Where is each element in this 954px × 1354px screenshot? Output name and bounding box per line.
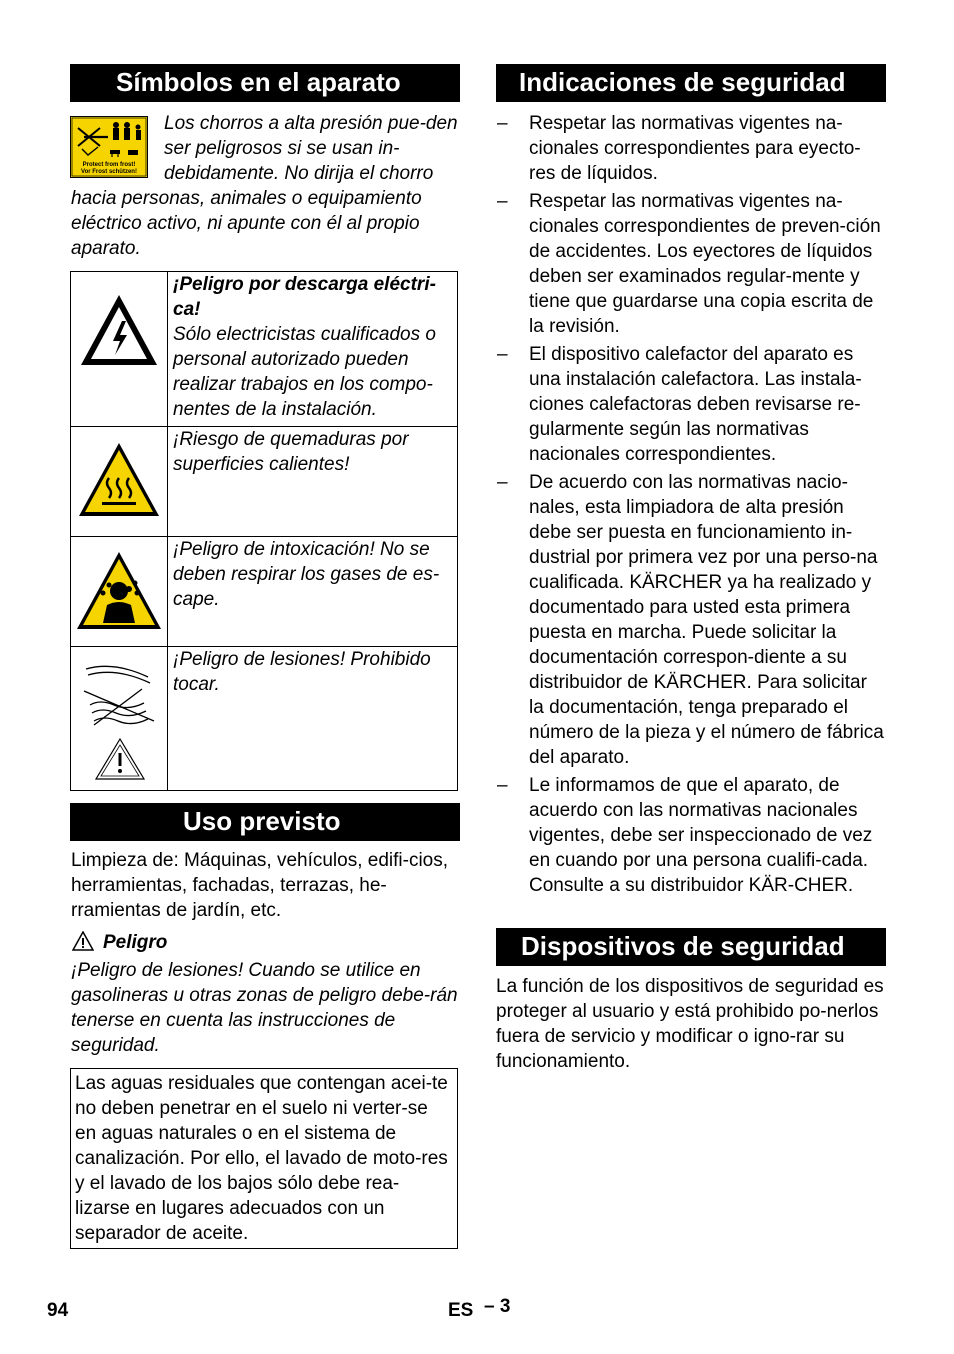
hazard-row xyxy=(71,537,458,647)
hazard-text-hot: ¡Riesgo de quemaduras por superficies calientes! xyxy=(173,429,409,475)
hazard-row xyxy=(71,272,458,427)
safety-list xyxy=(496,111,886,901)
devices-text: La función de los dispositivos de seguridad es proteger al usuario y está prohibido po-nerlos fuera de servicio y modificar o igno-rar su funcionamiento. xyxy=(496,976,884,1072)
warning-triangle-icon xyxy=(72,931,94,951)
no-touch-icon xyxy=(74,655,164,785)
symbols-heading: Símbolos en el aparato xyxy=(70,64,460,102)
list-item: – De acuerdo con las normativas nacio-nales, esta limpiadora de alta presión debe ser puesta en funcionamiento in-dustrial por primera vez por una perso-na cualificada. KÄRCHER ya ha realizado y documentado para usted esta primera puesta en marcha. Puede solicitar la documentación correspon-diente a su distribuidor de KÄRCHER. Para solicitar la documentación, tenga preparado el número de la pieza y el número de fábrica del aparato. xyxy=(497,472,884,768)
hazard-title-electric: ¡Peligro por descarga eléctri-ca! xyxy=(173,274,436,320)
footer-section: – 3 xyxy=(484,1296,511,1317)
hazard-text-toxic: ¡Peligro de intoxicación! No se deben respirar los gases de es-cape. xyxy=(173,539,440,610)
peligro-label: Peligro xyxy=(103,932,168,953)
list-item: – Respetar las normativas vigentes na-cionales correspondientes de preven-ción de accidentes. Los eyectores de líquidos deben ser examinados regular-mente y tiene que guardarse una copia escrita de la revisión. xyxy=(497,191,881,337)
hot-surface-icon xyxy=(76,440,162,520)
hazard-text-touch: ¡Peligro de lesiones! Prohibido tocar. xyxy=(173,649,431,695)
peligro-text: ¡Peligro de lesiones! Cuando se utilice en gasolineras u otras zonas de peligro debe-rán tenerse en cuenta las instrucciones de seguridad. xyxy=(71,960,458,1056)
uso-previsto-heading: Uso previsto xyxy=(70,803,460,841)
list-item: – Respetar las normativas vigentes na-cionales correspondientes para eyecto-res de líquidos. xyxy=(497,113,861,184)
hazard-row xyxy=(71,647,458,791)
footer-lang: ES xyxy=(448,1300,474,1321)
hazard-table xyxy=(70,271,458,791)
symbols-intro: Los chorros a alta presión pue-den ser peligrosos si se usan in-debidamente. No dirija el chorro hacia personas, animales o equipamiento eléctrico activo, ni apunte con él al propio aparato. xyxy=(71,113,458,259)
toxic-gas-icon xyxy=(73,549,165,633)
safety-heading: Indicaciones de seguridad xyxy=(496,64,886,102)
environment-notice: Las aguas residuales que contengan acei-te no deben penetrar en el suelo ni verter-se en aguas naturales o en el sistema de canalización. Por ello, el lavado de moto-res y el lavado de los bajos sólo debe rea-lizarse en lugares adecuados con un separador de aceite. xyxy=(70,1068,458,1249)
hazard-text-electric: Sólo electricistas cualificados o personal autorizado pueden realizar trabajos en los compo-nentes de la instalación. xyxy=(173,324,436,420)
list-item: – Le informamos de que el aparato, de acuerdo con las normativas nacionales vigentes, debe ser inspeccionado de vez en cuando por una persona cualifi-cada. Consulte a su distribuidor KÄR-CHER. xyxy=(497,775,873,896)
page-number: 94 xyxy=(47,1300,69,1321)
uso-previsto-text: Limpieza de: Máquinas, vehículos, edifi-cios, herramientas, fachadas, terrazas, he-rramientas de jardín, etc. xyxy=(71,850,449,921)
list-item: – El dispositivo calefactor del aparato es una instalación calefactora. Las instala-ciones calefactoras deben revisarse re-gularmente según las normativas nacionales correspondientes. xyxy=(497,344,862,465)
sticker-text-2: Vor Frost schützen! xyxy=(81,169,137,175)
devices-heading: Dispositivos de seguridad xyxy=(496,928,886,966)
sticker-text-1: Protect from frost! xyxy=(82,162,136,168)
electric-shock-icon xyxy=(77,291,161,371)
hazard-row xyxy=(71,427,458,537)
